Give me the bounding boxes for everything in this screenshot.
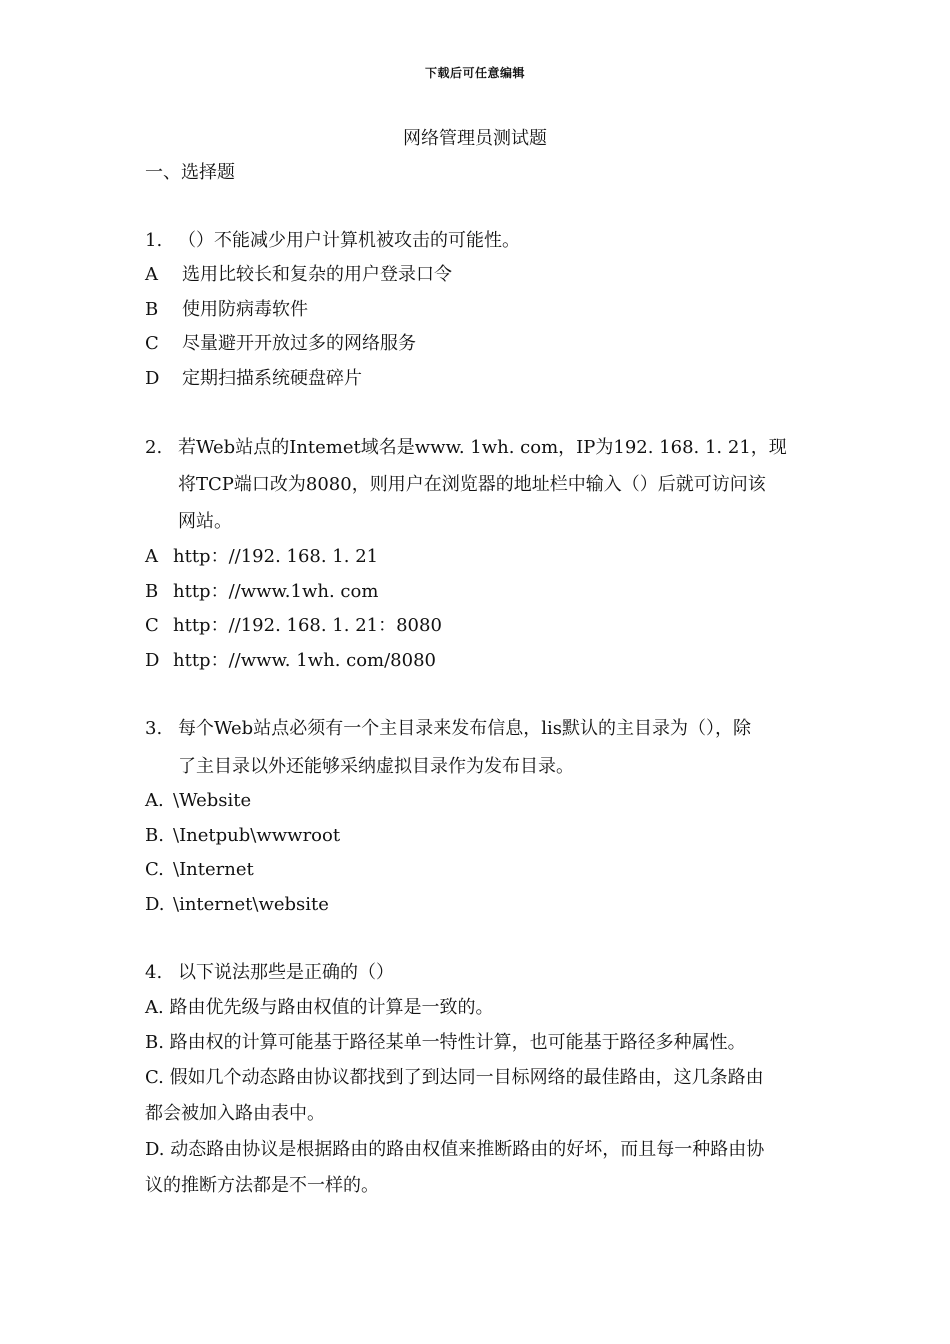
option-text: \Inetpub\wwwroot	[173, 825, 341, 846]
question-3-stem	[145, 717, 751, 741]
option-text: http：//www.1wh. com	[173, 581, 379, 602]
question-2-option-b	[145, 580, 378, 604]
question-4-option-b: B. 路由权的计算可能基于路径某单一特性计算，也可能基于路径多种属性。	[145, 1032, 746, 1053]
option-letter: B.	[145, 825, 164, 846]
question-3-option-c	[145, 858, 254, 882]
option-letter: C	[145, 615, 159, 636]
option-text: 选用比较长和复杂的用户登录口令	[182, 264, 452, 285]
option-text: http：//192. 168. 1. 21	[173, 546, 379, 567]
option-letter: B	[145, 299, 159, 320]
question-number: 1.	[145, 230, 163, 251]
question-2-option-d	[145, 649, 436, 673]
option-letter: A.	[145, 790, 164, 811]
option-text: http：//192. 168. 1. 21：8080	[173, 615, 442, 636]
question-3-option-b	[145, 824, 340, 848]
option-text: \Website	[173, 790, 252, 811]
option-letter: D	[145, 368, 160, 389]
question-4-option-d: D. 动态路由协议是根据路由的路由权值来推断路由的好坏，而且每一种路由协	[145, 1139, 765, 1160]
option-text: \internet\website	[173, 894, 329, 915]
question-2-option-a	[145, 545, 378, 569]
option-letter: A	[145, 546, 158, 567]
question-text: 若Web站点的Intemet域名是www. 1wh. com，IP为192. 168. 1. 21，现	[178, 437, 787, 458]
option-text: \Internet	[173, 859, 254, 880]
question-number: 3.	[145, 718, 163, 739]
question-2-stem-line-3: 网站。	[178, 511, 232, 532]
option-letter: D	[145, 650, 160, 671]
question-2-option-c	[145, 614, 442, 638]
question-1-option-d	[145, 367, 362, 391]
page-header: 下载后可任意编辑	[424, 66, 525, 80]
option-text: 定期扫描系统硬盘碎片	[182, 368, 362, 389]
question-1-option-a	[145, 263, 452, 287]
question-4-option-a: A. 路由优先级与路由权值的计算是一致的。	[145, 997, 494, 1018]
question-4-option-c: C. 假如几个动态路由协议都找到了到达同一目标网络的最佳路由，这几条路由	[145, 1067, 764, 1088]
question-4-stem	[145, 961, 394, 985]
option-letter: C	[145, 333, 159, 354]
option-letter: B	[145, 581, 159, 602]
question-4-option-c-continued: 都会被加入路由表中。	[145, 1103, 325, 1124]
question-text: 以下说法那些是正确的（）	[178, 962, 394, 983]
document-title: 网络管理员测试题	[403, 128, 547, 149]
question-2-stem	[145, 436, 787, 460]
question-2-stem-line-2: 将TCP端口改为8080，则用户在浏览器的地址栏中输入（）后就可访问该	[178, 474, 766, 495]
question-3-stem-line-2: 了主目录以外还能够采纳虚拟目录作为发布目录。	[178, 756, 574, 777]
option-letter: A	[145, 264, 158, 285]
question-1-option-c	[145, 332, 416, 356]
question-3-option-d	[145, 893, 329, 917]
option-letter: D.	[145, 894, 165, 915]
question-3-option-a	[145, 789, 251, 813]
option-text: http：//www. 1wh. com/8080	[173, 650, 436, 671]
option-text: 尽量避开开放过多的网络服务	[182, 333, 416, 354]
question-1-stem	[145, 229, 520, 253]
option-letter: C.	[145, 859, 164, 880]
question-text: （）不能减少用户计算机被攻击的可能性。	[178, 230, 520, 251]
section-heading: 一、选择题	[145, 162, 235, 183]
question-text: 每个Web站点必须有一个主目录来发布信息，lis默认的主目录为（），除	[178, 718, 751, 739]
question-4-option-d-continued: 议的推断方法都是不一样的。	[145, 1175, 379, 1196]
option-text: 使用防病毒软件	[182, 299, 308, 320]
question-number: 2.	[145, 437, 163, 458]
question-1-option-b	[145, 298, 308, 322]
question-number: 4.	[145, 962, 163, 983]
